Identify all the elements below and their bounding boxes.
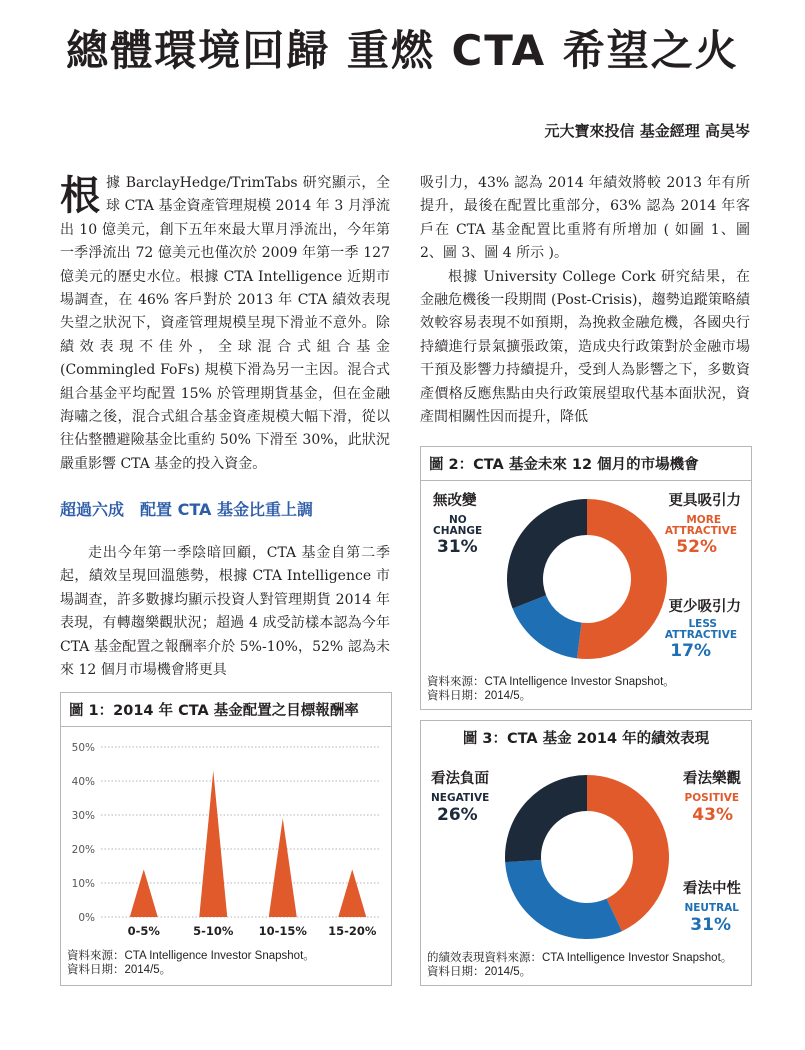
fig1-ytick-label: 10%: [71, 878, 95, 890]
figure-3-title: 圖 3：CTA 基金 2014 年的績效表現: [462, 731, 710, 747]
donut3-slice: [505, 860, 622, 939]
fig2-no-change-pct: 31%: [437, 537, 478, 557]
figure-2-source-line2: 資料日期：2014/5。: [427, 690, 532, 702]
fig1-bar: [130, 869, 158, 917]
fig3-neutral-label-en: NEUTRAL: [684, 902, 739, 914]
fig1-bar: [269, 818, 297, 917]
figure-1-title: 圖 1：2014 年 CTA 基金配置之目標報酬率: [61, 693, 391, 727]
fig1-xtick-label: 10-15%: [258, 924, 307, 938]
section-subheading: 超過六成 配置 CTA 基金比重上調: [60, 500, 313, 519]
fig3-negative-label-zh: 看法負面: [431, 771, 489, 787]
fig1-ytick-label: 0%: [78, 912, 95, 924]
paragraph-2: 走出今年第一季陰暗回顧，CTA 基金自第二季起，績效呈現回溫態勢，根據 CTA Intelligence 市場調查，許多數據均顯示投資人對管理期貨 2014 年表現，有轉趨樂觀狀況；超過 4 成受訪樣本認為今年 CTA 基金配置之報酬率介於 5%-10%，52% 認為未來 12 個月市場機會將更具: [60, 545, 390, 679]
fig2-less-label-en: [665, 619, 737, 641]
fig2-more-pct: 52%: [676, 537, 717, 557]
drop-cap: 根: [60, 172, 100, 219]
fig3-neutral-label-zh: 看法中性: [683, 881, 741, 897]
fig3-negative-label-en: NEGATIVE: [431, 792, 490, 804]
fig2-more-label-zh: 更具吸引力: [668, 493, 741, 509]
fig2-no-change-label-en: [433, 515, 482, 537]
fig3-positive-label-en: POSITIVE: [684, 792, 739, 804]
figure-2-title: 圖 2：CTA 基金未來 12 個月的市場機會: [421, 447, 751, 481]
fig1-xtick-label: 0-5%: [127, 924, 160, 938]
fig2-less-pct: 17%: [670, 641, 711, 661]
fig1-ytick-label: 40%: [71, 776, 95, 788]
figure-1-box: [60, 692, 392, 986]
paragraph-1: [60, 172, 390, 476]
figure-1-source-line1: 資料來源：CTA Intelligence Investor Snapshot。: [67, 950, 315, 962]
fig3-positive-pct: 43%: [692, 805, 733, 825]
fig1-bar: [338, 869, 366, 917]
page-title: 總體環境回歸 重燃 CTA 希望之火: [66, 26, 739, 75]
fig1-bar: [199, 771, 227, 917]
figure-1-source: [67, 949, 315, 977]
figure-3-source-line2: 資料日期：2014/5。: [427, 966, 532, 978]
fig3-neutral-pct: 31%: [690, 915, 731, 935]
donut2-slice: [513, 595, 582, 658]
fig2-more-en-line1: MORE: [686, 514, 721, 526]
fig2-less-en-line2: ATTRACTIVE: [664, 629, 737, 641]
figure-1-source-line2: 資料日期：2014/5。: [67, 964, 172, 976]
fig1-ytick-label: 50%: [71, 742, 95, 754]
fig3-positive-label-zh: 看法樂觀: [683, 771, 741, 787]
figure-3-box: [420, 720, 752, 986]
fig1-xtick-label: 5-10%: [193, 924, 234, 938]
fig1-ytick-label: 30%: [71, 810, 95, 822]
fig2-no-change-en-line1: NO: [449, 514, 467, 526]
paragraph-3: 吸引力，43% 認為 2014 年績效將較 2013 年有所提升，最後在配置比重部分，63% 認為 2014 年客戶在 CTA 基金配置比重將有所增加 ( 如圖 1、圖 2、圖 3、圖 4 所示 )。: [420, 175, 750, 262]
donut3-slice: [505, 775, 587, 862]
fig3-negative-pct: 26%: [437, 805, 478, 825]
figure-3-source-line1: 的績效表現資料來源：CTA Intelligence Investor Snapshot。: [427, 952, 733, 964]
fig2-more-label-en: [665, 515, 737, 537]
column-left-lower: [60, 542, 390, 682]
fig2-no-change-en-line2: CHANGE: [433, 525, 483, 537]
donut2-slice: [577, 499, 667, 659]
column-right: [420, 172, 750, 429]
fig1-ytick-label: 20%: [71, 844, 95, 856]
paragraph-1-text: 據 BarclayHedge/TrimTabs 研究顯示，全球 CTA 基金資產管理規模 2014 年 3 月淨流出 10 億美元，創下五年來最大單月淨流出，今年第一季淨流出 72 億美元也僅次於 2009 年第一季 127 億美元的歷史水位。根據 CTA Intelligence 近期市場調查，在 46% 客戶對於 2013 年 CTA 績效表現失望之狀況下，資產管理規模呈現下滑並不意外。除績效表現不佳外，全球混合式組合基金 (Commingled FoFs) 規模下滑為另一主因。混合式組合基金平均配置 15% 於管理期貨基金，但在金融海嘯之後，混合式組合基金資產規模大幅下滑，從以往佔整體避險基金比重約 50% 下滑至 30%，此狀況嚴重影響 CTA 基金的投入資金。: [60, 175, 390, 472]
figure-2-box: [420, 446, 752, 710]
column-left: [60, 172, 390, 476]
fig2-less-label-zh: 更少吸引力: [668, 599, 741, 615]
fig2-no-change-label-zh: 無改變: [433, 493, 477, 509]
paragraph-4: 根據 University College Cork 研究結果，在金融危機後一段期間 (Post-Crisis)，趨勢追蹤策略績效較容易表現不如預期，為挽救金融危機，各國央行持續進行景氣擴張政策，造成央行政策對於金融市場干預及影響力持續提升，受到人為影響之下，多數資產價格反應焦點由央行政策展望取代基本面狀況，資產間相關性因而提升，降低: [420, 268, 750, 426]
author-line: 元大寶來投信 基金經理 高昊岑: [544, 122, 750, 140]
fig1-xtick-label: 15-20%: [328, 924, 377, 938]
figure-2-source-line1: 資料來源：CTA Intelligence Investor Snapshot。: [427, 676, 675, 688]
donut2-slice: [507, 499, 587, 608]
figure-1-chart: [61, 729, 391, 949]
figure-2-source: [427, 675, 675, 703]
figure-3-source: [427, 951, 732, 979]
fig2-less-en-line1: LESS: [688, 618, 717, 630]
fig2-more-en-line2: ATTRACTIVE: [664, 525, 737, 537]
